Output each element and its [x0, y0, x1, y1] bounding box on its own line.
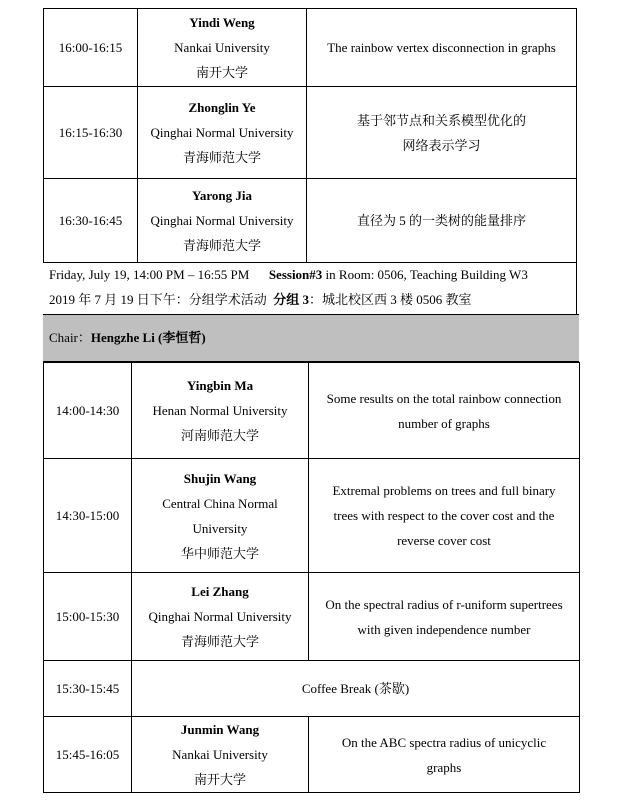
speaker-cell [138, 9, 307, 87]
affiliation-en: Qinghai Normal University [150, 213, 294, 228]
speaker-cell [132, 363, 309, 459]
affiliation-zh: 青海师范大学 [182, 238, 261, 253]
affiliation-en: Qinghai Normal University [148, 609, 292, 624]
affiliation-zh: 南开大学 [195, 65, 248, 80]
table-row [44, 87, 577, 179]
time-cell: 15:30-15:45 [44, 661, 132, 717]
talk-title-line: reverse cover cost [397, 533, 491, 548]
speaker-cell [138, 87, 307, 179]
affiliation-en: University [192, 520, 248, 536]
table-row [44, 363, 580, 459]
affiliation-zh: 河南师范大学 [180, 428, 259, 443]
talk-title-line: trees with respect to the cover cost and the [333, 508, 555, 523]
schedule-table-top [43, 8, 577, 263]
talk-title-line: graphs [426, 759, 462, 775]
session-line-en [43, 262, 577, 287]
table-row [44, 459, 580, 573]
speaker-cell [132, 459, 309, 573]
affiliation-en: Henan Normal University [152, 403, 288, 418]
time-cell: 15:00-15:30 [44, 573, 132, 661]
speaker-name: Junmin Wang [180, 722, 260, 737]
talk-title-line: 网络表示学习 [402, 137, 481, 153]
time-cell: 16:15-16:30 [44, 87, 138, 179]
talk-title-line: Some results on the total rainbow connection [326, 390, 562, 406]
speaker-cell [138, 179, 307, 263]
speaker-name: Yindi Weng [189, 15, 255, 30]
speaker-name: Lei Zhang [191, 584, 249, 599]
coffee-break: Coffee Break (茶歇) [132, 661, 580, 717]
talk-title [309, 363, 580, 459]
speaker-name: Yarong Jia [191, 188, 253, 203]
affiliation-en: Nankai University [174, 40, 270, 55]
speaker-cell [132, 573, 309, 661]
affiliation-en: Central China Normal [162, 495, 278, 511]
speaker-name: Zhonglin Ye [188, 100, 256, 115]
talk-title-line: On the ABC spectra radius of unicyclic [341, 734, 547, 750]
speaker-name: Yingbin Ma [186, 378, 254, 393]
affiliation-zh: 华中师范大学 [180, 545, 259, 561]
affiliation-zh: 青海师范大学 [182, 150, 261, 165]
table-row [44, 573, 580, 661]
talk-title [307, 87, 577, 179]
talk-title-line: 基于邻节点和关系模型优化的 [356, 112, 526, 128]
talk-title-line: number of graphs [398, 415, 490, 431]
session-label-en: Session#3 [268, 267, 323, 282]
time-cell: 16:30-16:45 [44, 179, 138, 263]
talk-title-line: Extremal problems on trees and full binary [332, 483, 556, 498]
divider [576, 262, 577, 314]
affiliation-en: Nankai University [172, 747, 268, 762]
talk-title [309, 573, 580, 661]
session-room-en: in Room: 0506, Teaching Building W3 [322, 267, 528, 282]
session-room-zh: ：城北校区西 3 楼 0506 教室 [309, 292, 472, 307]
table-row [44, 9, 577, 87]
talk-title [309, 459, 580, 573]
table-row [44, 661, 580, 717]
session-date-en: Friday, July 19, 14:00 PM – 16:55 PM [49, 267, 250, 282]
talk-title-line: On the spectral radius of r-uniform supertrees [325, 596, 563, 612]
chair-name: Hengzhe Li (李恒哲) [90, 330, 206, 345]
speaker-name: Shujin Wang [183, 470, 257, 486]
talk-title: The rainbow vertex disconnection in graphs [307, 9, 577, 87]
session-date-zh: 2019 年 7 月 19 日下午：分组学术活动 [49, 292, 267, 307]
talk-title: 直径为 5 的一类树的能量排序 [307, 179, 577, 263]
chair-bar [43, 314, 579, 362]
talk-title [309, 717, 580, 793]
time-cell: 15:45-16:05 [44, 717, 132, 793]
time-cell: 14:30-15:00 [44, 459, 132, 573]
talk-title-line: with given independence number [357, 621, 531, 637]
affiliation-en: Qinghai Normal University [150, 125, 294, 140]
session-line-zh [43, 287, 577, 312]
time-cell: 14:00-14:30 [44, 363, 132, 459]
table-row [44, 717, 580, 793]
table-row [44, 179, 577, 263]
session-label-zh: 分组 3 [273, 292, 310, 307]
chair-label: Chair： [49, 330, 91, 345]
time-cell: 16:00-16:15 [44, 9, 138, 87]
affiliation-zh: 南开大学 [193, 772, 246, 787]
session-header [43, 262, 577, 314]
affiliation-zh: 青海师范大学 [180, 634, 259, 649]
speaker-cell [132, 717, 309, 793]
schedule-table-bottom [43, 362, 580, 793]
